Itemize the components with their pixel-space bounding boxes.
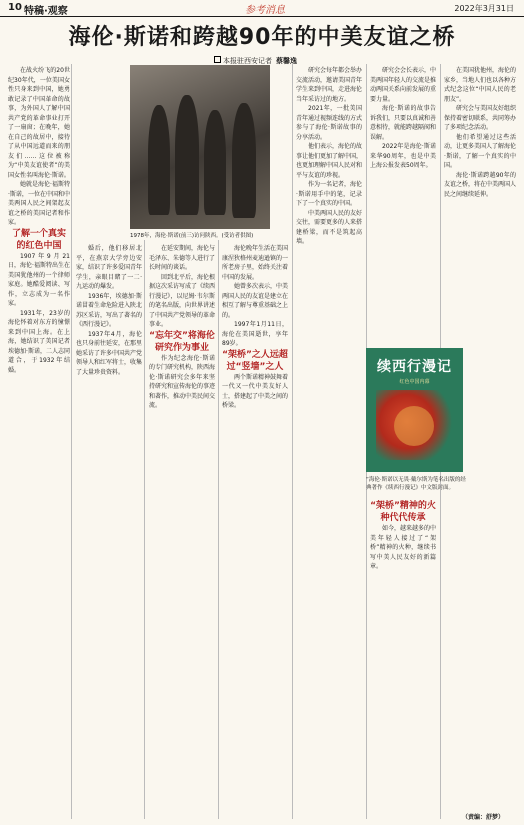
masthead: [0, 0, 524, 17]
article-column-6-bottom: [370, 500, 436, 818]
column-rule: [218, 240, 219, 819]
column-rule: [71, 64, 72, 819]
column-rule: [144, 240, 145, 819]
article-column-3: [149, 244, 215, 818]
paragraph: 研究会与美国友好组织保持着密切联系，共同筹办了多项纪念活动。: [444, 105, 516, 131]
paragraph: 研究会会长表示，中美两国年轻人的交流是推动两国关系向前发展的重要力量。: [370, 67, 436, 103]
book-title: 续西行漫记: [377, 359, 452, 375]
article-column-5: [296, 66, 362, 818]
paragraph: 如今，越来越多的中美年轻人接过了“架桥”精神的火种，继续书写中美人民友好的新篇章。: [370, 525, 436, 570]
book-cover-art-accent: [394, 406, 434, 446]
issue-date: 2022年3月31日: [454, 4, 514, 13]
paragraph: 他们表示，海伦的故事让他们更加了解中国，也更加理解中国人民对和平与友谊的珍视。: [296, 143, 362, 179]
article-column-2: [76, 244, 142, 818]
paragraph: 作为一名记者，海伦·斯诺用手中的笔，记录下了一个真实的中国。: [296, 181, 362, 207]
column-rule: [292, 64, 293, 819]
photo-figure: [204, 110, 226, 215]
photo-figure: [232, 103, 256, 218]
photo-figure: [175, 95, 199, 215]
paragraph: 1936年，埃德加·斯诺冒着生命危险进入陕北苏区采访，写出了著名的《西行漫记》。: [76, 292, 142, 328]
editor-credit: （责编：舒梦）: [462, 814, 505, 821]
paragraph: 海伦·斯诺的故事告诉我们，只要以真诚和善意相待，就能跨越隔阂和误解。: [370, 105, 436, 141]
newspaper-logo: 参考消息: [245, 5, 285, 16]
paragraph: 在延安期间，海伦与毛泽东、朱德等人进行了长时间的谈话。: [149, 245, 215, 271]
paragraph: 他们希望通过这些活动，让更多美国人了解海伦·斯诺，了解一个真实的中国。: [444, 133, 516, 169]
paragraph: 中美两国人民的友好交往，需要更多的人来搭建桥梁，而不是筑起高墙。: [296, 209, 362, 245]
article-column-6-top: [370, 66, 436, 344]
paragraph: 回到北平后，海伦根据这次采访写成了《续西行漫记》，以尼姆·韦尔斯的笔名出版，向世界讲述了中国共产党领导的革命事业。: [149, 273, 215, 328]
byline-author: 蔡馨逸: [276, 57, 297, 65]
paragraph: 两个斯诺精神鼓舞着一代又一代中美友好人士，搭建起了中美之间的桥梁。: [222, 373, 288, 409]
paragraph: 2022年是海伦·斯诺来华90周年，也是中美上海公报发表50周年。: [370, 143, 436, 169]
paragraph: 1907年9月21日，海伦·福斯特出生在美国犹他州的一个律师家庭。她酷爱阅读、写作，立志成为一名作家。: [8, 252, 70, 307]
headline: 海伦·斯诺和跨越90年的中美友谊之桥: [68, 25, 456, 50]
historical-photo: [130, 65, 270, 229]
book-caption: “海伦·斯诺以无畏·戴尔斯为笔名出版的经典著作《续西行漫记》中文版封面。: [366, 477, 466, 491]
section-subheading: “架桥”之人远超过“竖墙”之人: [222, 349, 288, 372]
paragraph: 研究会每年都会举办交流活动，邀请美国青年学生来到中国，走进海伦当年采访过的地方。: [296, 67, 362, 103]
book-subtitle: 红色中国内幕: [399, 379, 430, 385]
page-number: 10: [8, 2, 22, 13]
section-name: 特稿·观察: [24, 6, 68, 17]
square-bullet-icon: [214, 56, 221, 63]
paragraph: 她曾多次表示，中美两国人民的友谊是建立在相互了解与尊重基础之上的。: [222, 283, 288, 319]
paragraph: 海伦·斯诺跨越90年的友谊之桥，将在中美两国人民之间继续延伸。: [444, 171, 516, 198]
paragraph: 在美国犹他州，海伦的家乡，当地人们也以各种方式纪念这位“中国人民的老朋友”。: [444, 67, 516, 103]
paragraph: 2021年，一批美国青年通过视频连线的方式参与了海伦·斯诺故事的分享活动。: [296, 105, 362, 141]
paragraph: 1997年1月11日，海伦在美国逝世，享年89岁。: [222, 321, 288, 347]
section-subheading: “忘年交”将海伦研究作为事业: [149, 330, 215, 353]
article-column-4: [222, 244, 288, 818]
byline-prefix: 本报驻西安记者: [223, 57, 272, 65]
paragraph: 在战火纷飞的20世纪30年代，一位美国女性只身来到中国，她勇敢记录了中国革命的故事，为外国人了解中国共产党的革命事业打开了一扇窗；在晚年，她在自己的故居中，接待了从中国远道而来的朋友们……这位被称为“中美友谊使者”的美国女性名叫海伦·斯诺。: [8, 67, 70, 179]
paragraph: 婚后，他们移居北平，在燕京大学旁边安家，结识了许多爱国青年学生，亲眼目睹了一二·九运动的爆发。: [76, 245, 142, 290]
article-column-7: [444, 66, 516, 806]
section-subheading: 了解一个真实的红色中国: [11, 228, 66, 251]
photo-caption: 1978年，海伦·斯诺(前三)访问陕西。(受访者供图): [130, 233, 254, 239]
paragraph: 1937年4月，海伦也只身前往延安，在那里她采访了许多中国共产党领导人和红军将士，收集了大量珍贵资料。: [76, 330, 142, 376]
paragraph: 海伦晚年生活在美国康涅狄格州麦迪逊镇的一所老房子里，始终关注着中国的发展。: [222, 245, 288, 281]
photo-figure: [148, 105, 170, 215]
paragraph: 1931年，23岁的海伦怀着对东方的憧憬来到中国上海。在上海，她结识了美国记者埃德加·斯诺，二人志同道合，于1932年结婚。: [8, 309, 70, 374]
section-subheading: “架桥”精神的火种代代传承: [370, 501, 436, 523]
paragraph: 作为纪念海伦·斯诺的专门研究机构，陕西海伦·斯诺研究会多年来坚持研究和宣传海伦的事迹和著作，推动中美民间交流。: [149, 354, 215, 409]
article-column-1: [8, 66, 70, 818]
paragraph: 她就是海伦·福斯特·斯诺，一位在中国和中美两国人民之间架起友谊之桥的美国记者和作家。: [8, 181, 70, 226]
